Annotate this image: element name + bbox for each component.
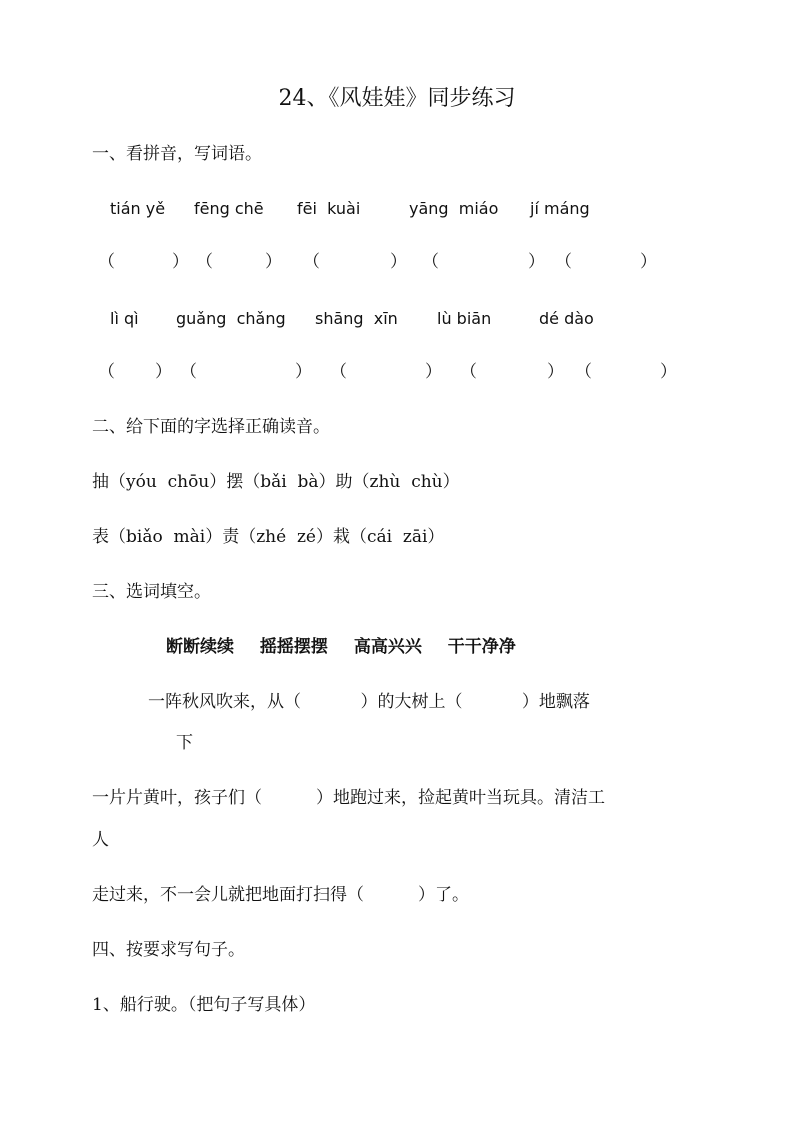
answer-open: （ (180, 362, 197, 382)
answer-close: ） (172, 252, 189, 272)
passage-line-1-wrap: 下 (176, 733, 193, 753)
pronunciation-line-1: 抽（yóu chōu）摆（bǎi bà）助（zhù chù） (92, 472, 460, 492)
answer-close: ） (295, 362, 312, 382)
pinyin-3: fēi kuài (297, 199, 361, 218)
answer-open: （ (555, 252, 572, 272)
answer-open: （ (575, 362, 592, 382)
pinyin-6: lì qì (110, 309, 139, 328)
answer-close: ） (528, 252, 545, 272)
answer-close: ） (547, 362, 564, 382)
section2-heading: 二、给下面的字选择正确读音。 (92, 417, 330, 437)
pinyin-2: fēng chē (194, 199, 264, 218)
word-option: 干干净净 (447, 637, 516, 657)
pinyin-1: tián yě (110, 199, 166, 218)
word-bank (166, 636, 536, 658)
pronunciation-line-2: 表（biǎo mài）责（zhé zé）栽（cái zāi） (92, 527, 445, 547)
passage-line-2: 一片片黄叶，孩子们（ ）地跑过来，捡起黄叶当玩具。清洁工 (92, 788, 606, 808)
answer-close: ） (265, 252, 282, 272)
pinyin-7: guǎng chǎng (176, 309, 286, 328)
passage-line-1: 一阵秋风吹来，从（ ）的大树上（ ）地飘落 (148, 692, 590, 712)
answer-open: （ (303, 252, 320, 272)
pinyin-4: yāng miáo (409, 199, 499, 218)
answer-close: ） (660, 362, 677, 382)
pinyin-8: shāng xīn (315, 309, 398, 328)
section3-heading: 三、选词填空。 (92, 582, 211, 602)
pinyin-9: lù biān (437, 309, 492, 328)
passage-line-2-wrap: 人 (92, 830, 109, 850)
section4-heading: 四、按要求写句子。 (92, 940, 245, 960)
answer-open: （ (330, 362, 347, 382)
answer-close: ） (390, 252, 407, 272)
pinyin-5: jí máng (530, 199, 590, 218)
answer-close: ） (425, 362, 442, 382)
pinyin-10: dé dào (539, 309, 594, 328)
word-option: 摇摇摆摆 (259, 637, 328, 657)
answer-close: ） (640, 252, 657, 272)
answer-open: （ (98, 362, 115, 382)
word-option: 高高兴兴 (353, 637, 422, 657)
answer-close: ） (155, 362, 172, 382)
section1-heading: 一、看拼音，写词语。 (92, 144, 262, 164)
answer-open: （ (422, 252, 439, 272)
word-option: 断断续续 (166, 637, 234, 657)
question-item-1: 1、船行驶。（把句子写具体） (92, 995, 316, 1015)
answer-open: （ (196, 252, 213, 272)
answer-open: （ (460, 362, 477, 382)
passage-line-3: 走过来，不一会儿就把地面打扫得（ ）了。 (92, 885, 470, 905)
answer-open: （ (98, 252, 115, 272)
page-title: 24、《风娃娃》同步练习 (278, 86, 516, 111)
